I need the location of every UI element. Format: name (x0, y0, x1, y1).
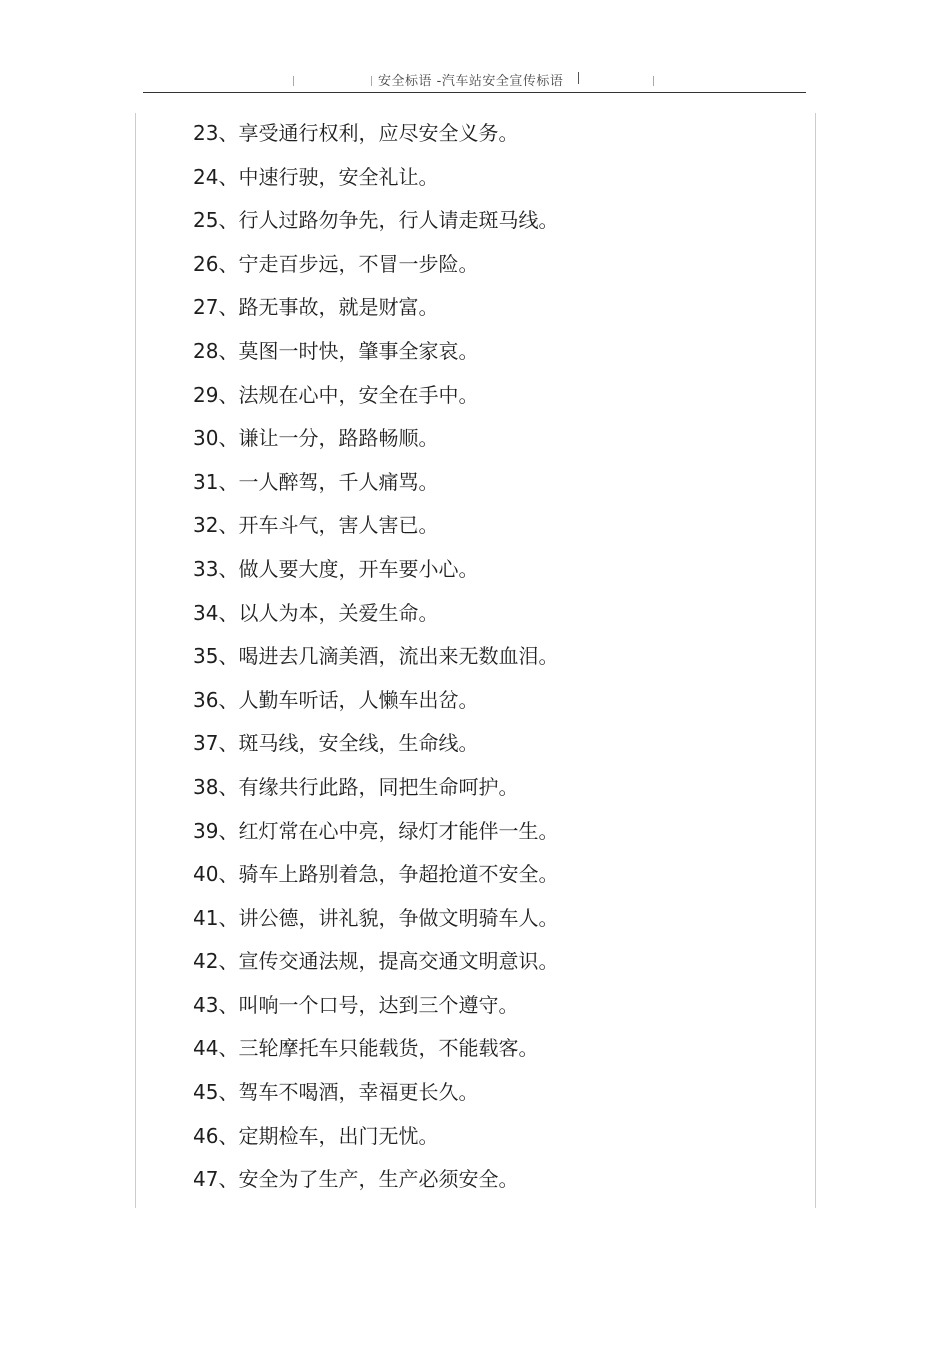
slogan-item: 27、路无事故，就是财富。 (193, 295, 439, 320)
slogan-item: 36、人勤车听话，人懒车出岔。 (193, 687, 479, 712)
slogan-item: 44、三轮摩托车只能载货，不能载客。 (193, 1036, 539, 1061)
slogan-item: 28、莫图一时快，肇事全家哀。 (193, 338, 479, 363)
slogan-item: 42、宣传交通法规，提高交通文明意识。 (193, 949, 559, 974)
slogan-item: 30、谦让一分，路路畅顺。 (193, 426, 439, 451)
slogan-item: 33、做人要大度，开车要小心。 (193, 556, 479, 581)
header-tick-mark (371, 76, 372, 86)
slogan-item: 40、骑车上路别着急，争超抢道不安全。 (193, 862, 559, 887)
slogan-item: 35、喝进去几滴美酒，流出来无数血泪。 (193, 644, 559, 669)
slogan-item: 23、享受通行权利，应尽安全义务。 (193, 121, 519, 145)
slogan-item: 31、一人醉驾，千人痛骂。 (193, 469, 439, 494)
slogan-item: 24、中速行驶，安全礼让。 (193, 164, 439, 189)
slogan-item: 26、宁走百步远，不冒一步险。 (193, 251, 479, 276)
header-tick-mark (293, 76, 294, 86)
slogan-item: 39、红灯常在心中亮，绿灯才能伴一生。 (193, 818, 559, 843)
header-tick-mark (653, 76, 654, 86)
slogan-item: 34、以人为本，关爱生命。 (193, 600, 439, 625)
slogan-list (193, 116, 558, 1206)
page-header (143, 64, 806, 93)
header-title: 安全标语 -汽车站安全宣传标语 (378, 74, 564, 89)
slogan-item: 43、叫响一个口号，达到三个遵守。 (193, 992, 519, 1017)
slogan-item: 38、有缘共行此路，同把生命呵护。 (193, 774, 519, 799)
slogan-item: 25、行人过路勿争先，行人请走斑马线。 (193, 208, 559, 233)
slogan-item: 46、定期检车，出门无忧。 (193, 1123, 439, 1148)
left-margin-line (135, 113, 136, 1208)
header-tick-mark (578, 72, 579, 84)
slogan-item: 47、安全为了生产，生产必须安全。 (193, 1167, 519, 1192)
slogan-item: 32、开车斗气，害人害已。 (193, 513, 439, 538)
slogan-item: 29、法规在心中，安全在手中。 (193, 382, 479, 407)
slogan-item: 41、讲公德，讲礼貌，争做文明骑车人。 (193, 905, 559, 930)
right-margin-line (815, 113, 816, 1208)
slogan-item: 45、驾车不喝酒，幸福更长久。 (193, 1080, 479, 1105)
slogan-item: 37、斑马线，安全线，生命线。 (193, 731, 479, 756)
